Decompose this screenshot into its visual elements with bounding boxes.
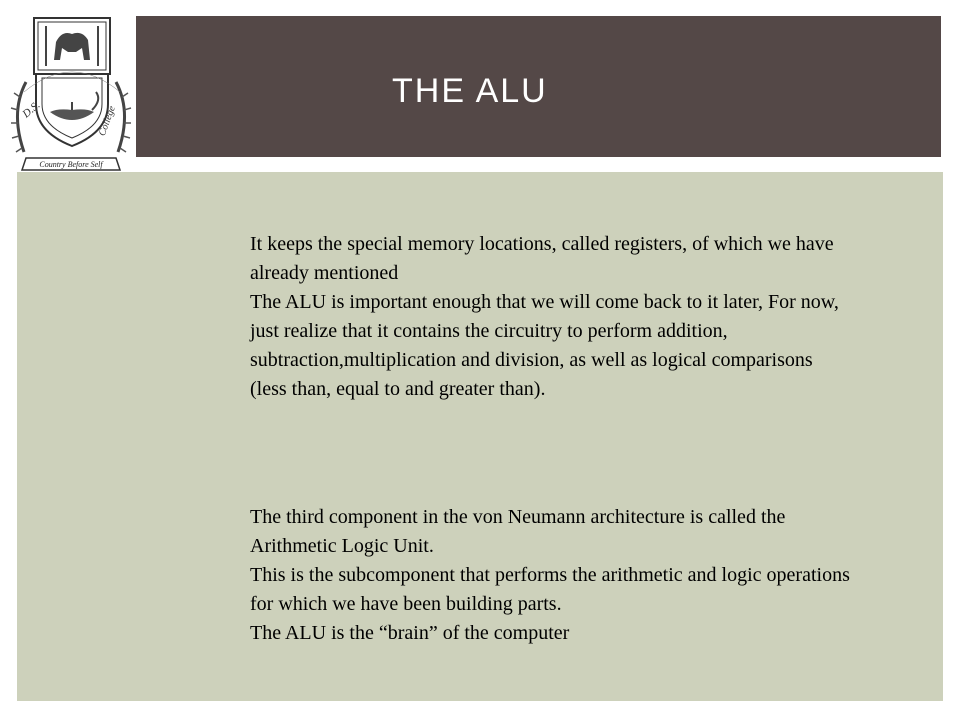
- paragraph: The third component in the von Neumann architecture is called the Arithmetic Logic Unit.: [250, 506, 786, 557]
- paragraph: The ALU is the “brain” of the computer: [250, 622, 570, 644]
- slide-title: THE ALU: [392, 72, 548, 110]
- text-block-registers: [250, 230, 850, 404]
- paragraph: This is the subcomponent that performs the arithmetic and logic operations for which we have been building parts.: [250, 564, 850, 615]
- text-block-alu-intro: [250, 503, 850, 648]
- svg-text:Country Before Self: Country Before Self: [39, 160, 103, 169]
- paragraph: The ALU is important enough that we will come back to it later, For now, just realize that it contains the circuitry to perform addition, subtraction,multiplication and division, as well as logical comparisons (less than, equal to and greater than).: [250, 291, 839, 400]
- crest-icon: [6, 12, 136, 174]
- svg-text:College: College: [96, 104, 118, 138]
- college-crest-logo: [6, 12, 136, 174]
- svg-text:D.S.: D.S.: [20, 99, 43, 121]
- paragraph: It keeps the special memory locations, called registers, of which we have already mentioned: [250, 233, 834, 284]
